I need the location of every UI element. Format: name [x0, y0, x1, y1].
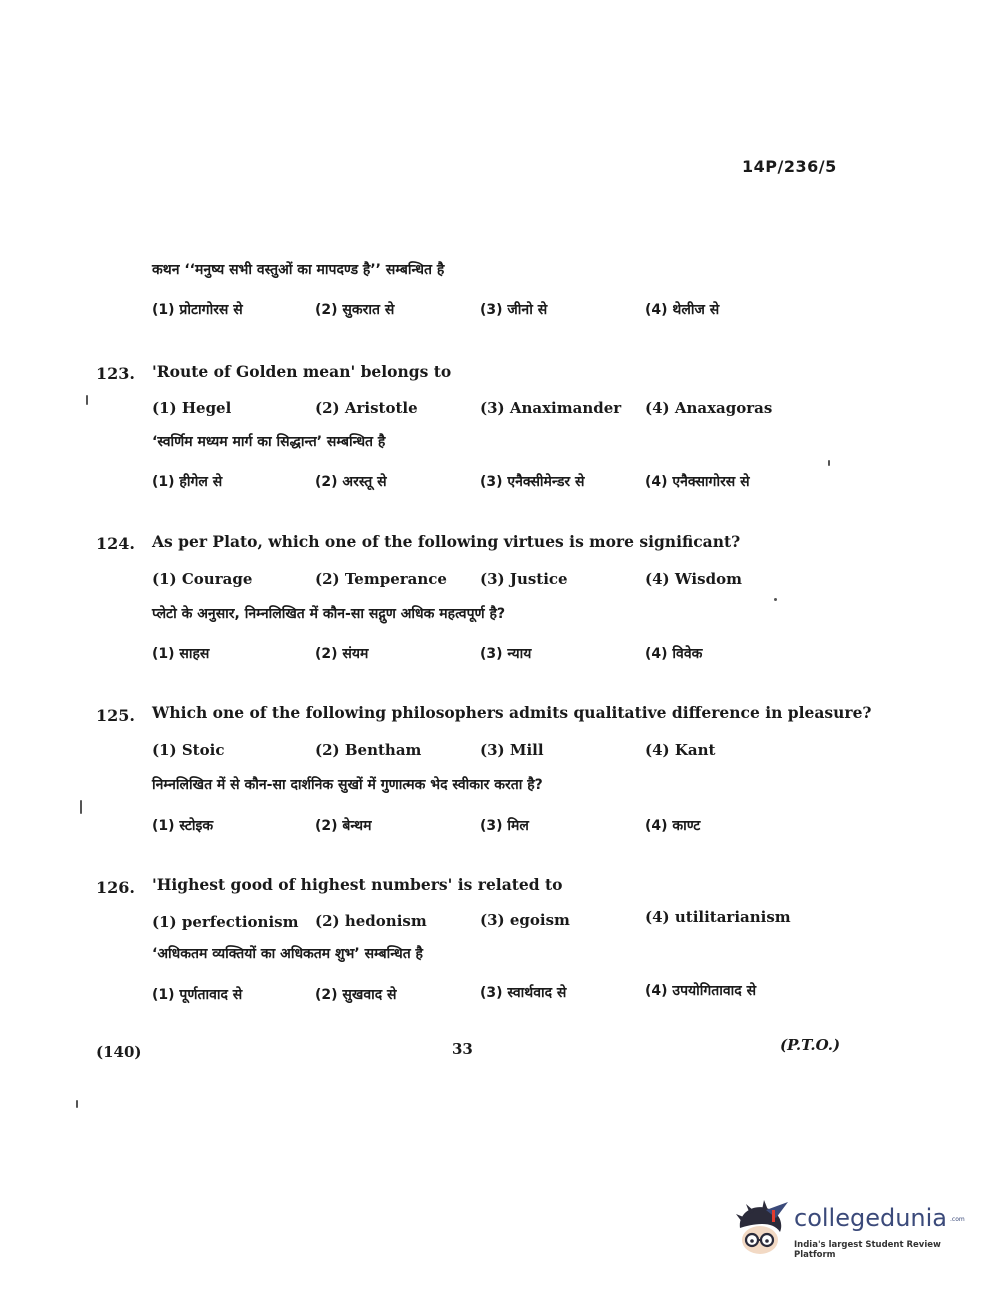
option-1: (1) Hegel: [152, 399, 232, 417]
question-number: 124.: [96, 534, 135, 553]
option-3: (3) egoism: [480, 911, 570, 929]
footer-code: (140): [96, 1043, 142, 1061]
hindi-option-1: (1) पूर्णतावाद से: [152, 987, 243, 1003]
hindi-option-3: (3) स्वार्थवाद से: [480, 985, 567, 1001]
question-hindi-stem: प्लेटो के अनुसार, निम्नलिखित में कौन-सा सद्गुण अधिक महत्वपूर्ण है?: [152, 606, 506, 622]
option-1: (1) perfectionism: [152, 913, 299, 931]
question-stem: 'Highest good of highest numbers' is related to: [152, 875, 563, 894]
hindi-option-3: (3) एनैक्सीमेन्डर से: [480, 474, 585, 490]
question-stem: As per Plato, which one of the following virtues is more significant?: [152, 532, 741, 551]
question-stem: Which one of the following philosophers admits qualitative difference in pleasure?: [152, 703, 872, 722]
hindi-option-4: (4) काण्ट: [645, 818, 701, 834]
hindi-option-2: (2) संयम: [315, 646, 369, 662]
hindi-option-4: (4) एनैक्सागोरस से: [645, 474, 750, 490]
question-hindi-stem: निम्नलिखित में से कौन-सा दार्शनिक सुखों में गुणात्मक भेद स्वीकार करता है?: [152, 777, 543, 793]
logo-wordmark: collegedunia: [794, 1204, 948, 1232]
question-stem: 'Route of Golden mean' belongs to: [152, 362, 452, 381]
continuation-hindi-stem: कथन ‘‘मनुष्य सभी वस्तुओं का मापदण्ड है’’ सम्बन्धित है: [152, 262, 445, 278]
hindi-option-2: (2) सुखवाद से: [315, 987, 397, 1003]
continuation-option-4: (4) थेलीज से: [645, 302, 720, 318]
continuation-option-3: (3) जीनो से: [480, 302, 548, 318]
continuation-option-2: (2) सुकरात से: [315, 302, 395, 318]
hindi-option-1: (1) हीगेल से: [152, 474, 223, 490]
question-number: 123.: [96, 364, 135, 383]
option-2: (2) Bentham: [315, 741, 422, 759]
question-number: 126.: [96, 878, 135, 897]
pto-marker: (P.T.O.): [780, 1036, 841, 1054]
page-number: 33: [452, 1040, 473, 1058]
option-4: (4) Kant: [645, 741, 716, 759]
hindi-option-4: (4) उपयोगितावाद से: [645, 983, 757, 999]
hindi-option-1: (1) स्टोइक: [152, 818, 214, 834]
logo-tagline: India's largest Student Review Platform: [794, 1240, 941, 1260]
hindi-option-2: (2) बेन्थम: [315, 818, 372, 834]
option-3: (3) Anaximander: [480, 399, 622, 417]
collegedunia-logo: [732, 1200, 972, 1260]
option-2: (2) Aristotle: [315, 399, 418, 417]
continuation-option-1: (1) प्रोटागोरस से: [152, 302, 243, 318]
question-hindi-stem: ‘अधिकतम व्यक्तियों का अधिकतम शुभ’ सम्बन्धित है: [152, 946, 423, 962]
question-hindi-stem: ‘स्वर्णिम मध्यम मार्ग का सिद्धान्त’ सम्बन्धित है: [152, 434, 386, 450]
option-4: (4) Wisdom: [645, 570, 742, 588]
hindi-option-2: (2) अरस्तू से: [315, 474, 387, 490]
option-3: (3) Mill: [480, 741, 544, 759]
logo-domain-suffix: .com: [950, 1216, 965, 1223]
hindi-option-1: (1) साहस: [152, 646, 210, 662]
question-number: 125.: [96, 706, 135, 725]
option-1: (1) Courage: [152, 570, 253, 588]
option-1: (1) Stoic: [152, 741, 225, 759]
option-3: (3) Justice: [480, 570, 568, 588]
option-2: (2) Temperance: [315, 570, 447, 588]
hindi-option-4: (4) विवेक: [645, 646, 703, 662]
paper-code: 14P/236/5: [742, 157, 837, 176]
option-4: (4) utilitarianism: [645, 908, 791, 926]
hindi-option-3: (3) मिल: [480, 818, 529, 834]
option-2: (2) hedonism: [315, 912, 427, 930]
option-4: (4) Anaxagoras: [645, 399, 773, 417]
collegedunia-mascot-icon: [732, 1200, 790, 1258]
hindi-option-3: (3) न्याय: [480, 646, 532, 662]
